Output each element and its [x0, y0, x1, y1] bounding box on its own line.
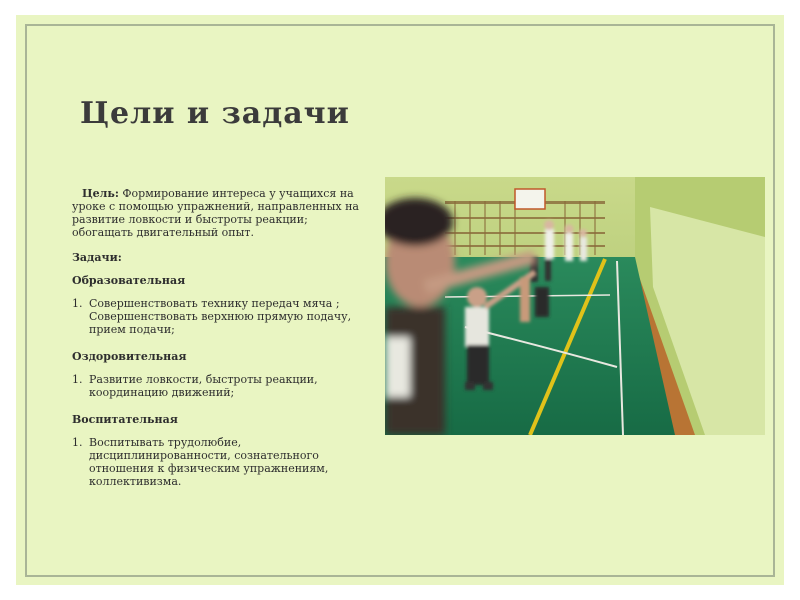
list-number: 1. — [72, 373, 83, 386]
gym-photo-illustration — [385, 177, 765, 435]
educational-list — [72, 297, 372, 336]
tasks-heading: Задачи: — [72, 251, 122, 264]
list-item-text: Воспитывать трудолюбие, дисциплинированности, сознательного отношения к физическим упражнениям, коллективизма. — [89, 436, 329, 488]
goal-paragraph — [72, 187, 372, 239]
list-item — [72, 297, 372, 336]
upbringing-list — [72, 436, 372, 488]
list-item — [72, 373, 372, 399]
goal-label: Цель: — [82, 187, 119, 200]
list-number: 1. — [72, 297, 83, 310]
list-item-text: Совершенствовать технику передач мяча ; Совершенствовать верхнюю прямую подачу, прием подачи; — [89, 297, 352, 336]
slide-content — [72, 187, 372, 502]
slide-title: Цели и задачи — [80, 96, 350, 131]
health-list — [72, 373, 372, 399]
section-heading-upbringing: Воспитательная — [72, 413, 178, 426]
list-number: 1. — [72, 436, 83, 449]
list-item-text: Развитие ловкости, быстроты реакции, координацию движений; — [89, 373, 318, 399]
gym-photo — [385, 177, 765, 435]
section-heading-health: Оздоровительная — [72, 350, 187, 363]
list-item — [72, 436, 372, 488]
goal-text: Формирование интереса у учащихся на уроке с помощью упражнений, направленных на развитие ловкости и быстроты реакции; обогащать двигательный опыт. — [72, 187, 359, 239]
section-heading-educational: Образовательная — [72, 274, 186, 287]
